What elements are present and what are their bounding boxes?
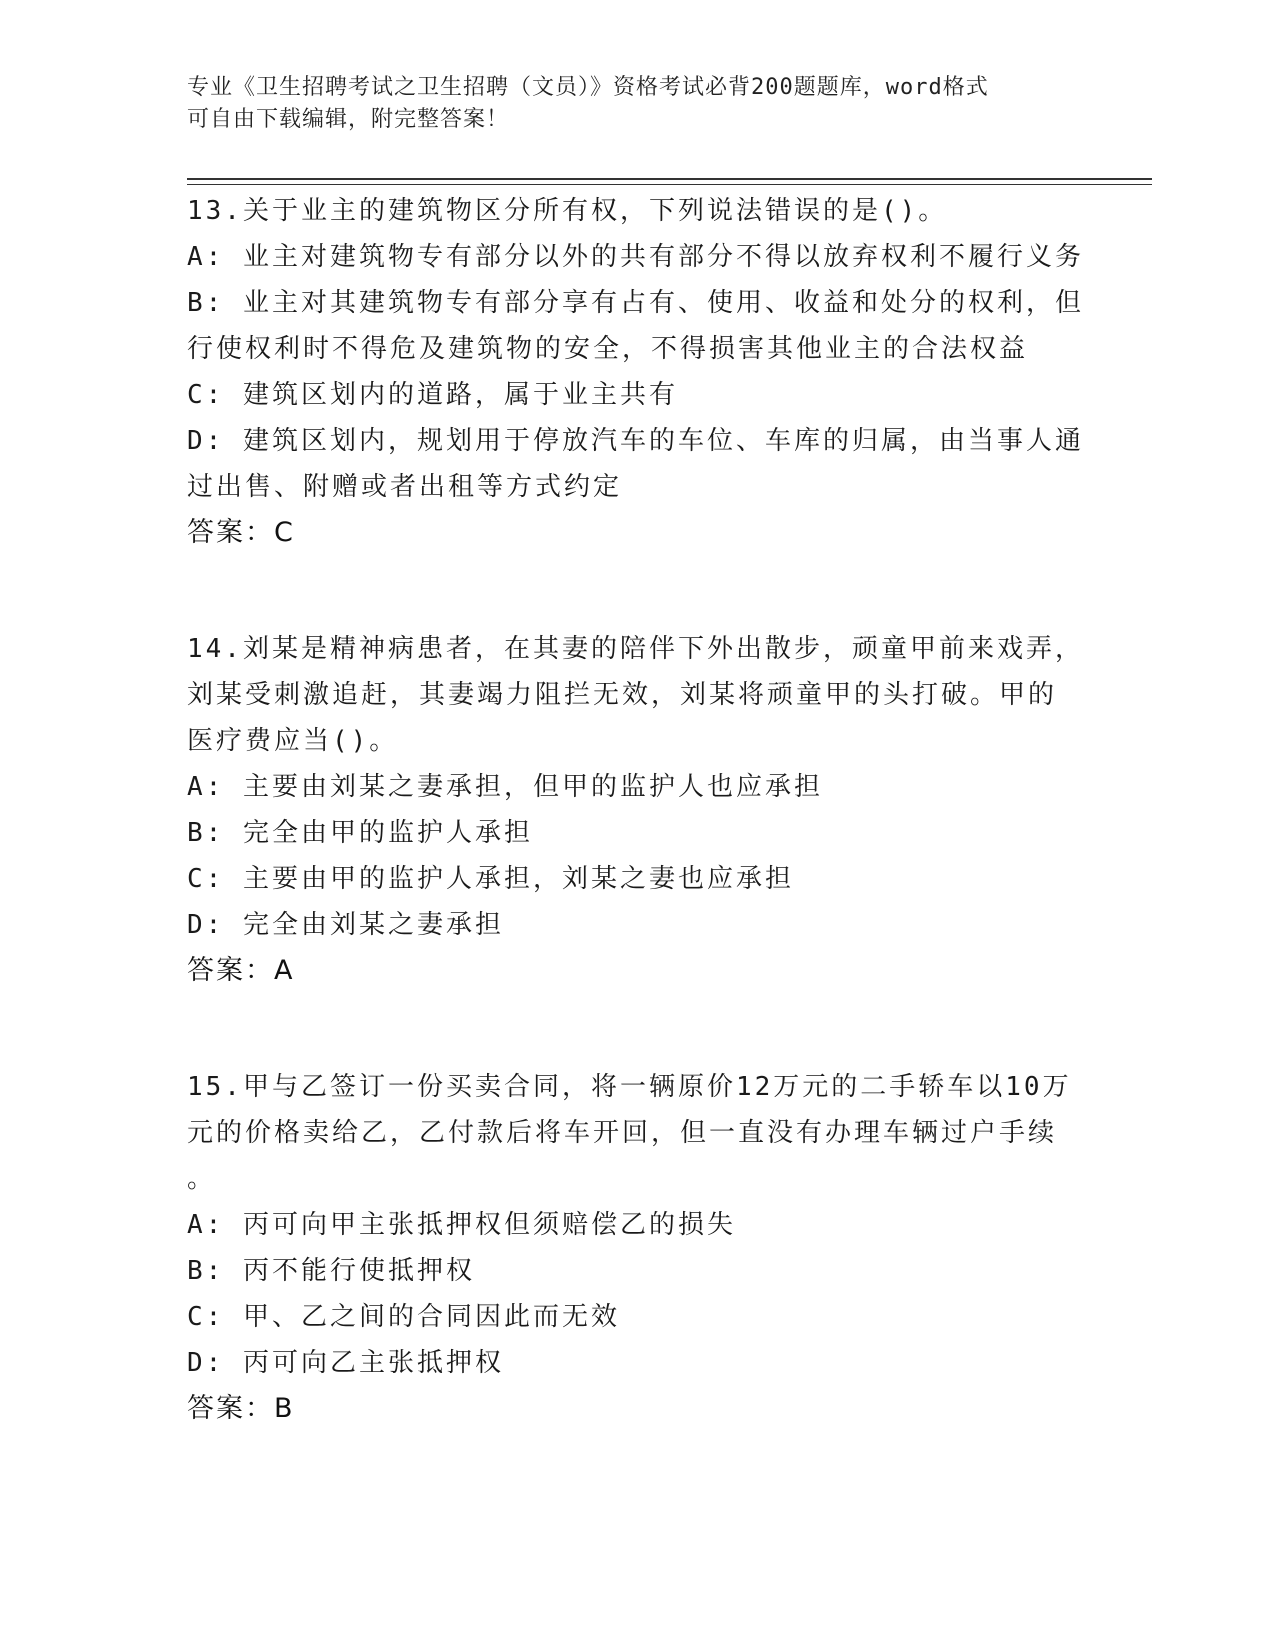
question-stem: 14.刘某是精神病患者，在其妻的陪伴下外出散步，顽童甲前来戏弄， — [187, 634, 1084, 664]
question-stem: 13.关于业主的建筑物区分所有权，下列说法错误的是()。 — [187, 196, 948, 226]
option-a: A: 丙可向甲主张抵押权但须赔偿乙的损失 — [187, 1210, 736, 1240]
option-b: B: 业主对其建筑物专有部分享有占有、使用、收益和处分的权利，但 — [187, 288, 1084, 318]
question-14 — [187, 626, 1087, 994]
question-15 — [187, 1064, 1087, 1432]
question-stem-continued: 医疗费应当()。 — [187, 726, 399, 756]
option-b: B: 丙不能行使抵押权 — [187, 1256, 475, 1286]
option-a: A: 业主对建筑物专有部分以外的共有部分不得以放弃权利不履行义务 — [187, 242, 1084, 272]
header-line-1: 专业《卫生招聘考试之卫生招聘（文员）》资格考试必背200题题库，word格式 — [187, 75, 989, 100]
header-line-2: 可自由下载编辑，附完整答案！ — [187, 107, 510, 132]
question-spacer — [187, 994, 1087, 1064]
header-divider-thin — [187, 184, 1152, 185]
option-c: C: 甲、乙之间的合同因此而无效 — [187, 1302, 620, 1332]
question-stem-continued: 。 — [187, 1164, 217, 1194]
option-d: D: 丙可向乙主张抵押权 — [187, 1348, 504, 1378]
option-d: D: 完全由刘某之妻承担 — [187, 910, 504, 940]
option-c: C: 主要由甲的监护人承担，刘某之妻也应承担 — [187, 864, 794, 894]
question-stem-continued: 元的价格卖给乙，乙付款后将车开回，但一直没有办理车辆过户手续 — [187, 1118, 1058, 1148]
question-list — [187, 188, 1087, 1432]
document-header — [187, 72, 1067, 136]
option-a: A: 主要由刘某之妻承担，但甲的监护人也应承担 — [187, 772, 823, 802]
header-divider-thick — [187, 178, 1152, 180]
answer-label: 答案：C — [187, 517, 295, 548]
option-b-continued: 行使权利时不得危及建筑物的安全，不得损害其他业主的合法权益 — [187, 334, 1029, 364]
option-d-continued: 过出售、附赠或者出租等方式约定 — [187, 472, 623, 502]
question-stem-continued: 刘某受刺激追赶，其妻竭力阻拦无效，刘某将顽童甲的头打破。甲的 — [187, 680, 1058, 710]
answer-label: 答案：A — [187, 955, 295, 986]
answer-label: 答案：B — [187, 1393, 295, 1424]
option-d: D: 建筑区划内，规划用于停放汽车的车位、车库的归属，由当事人通 — [187, 426, 1084, 456]
option-b: B: 完全由甲的监护人承担 — [187, 818, 533, 848]
question-13 — [187, 188, 1087, 556]
question-stem: 15.甲与乙签订一份买卖合同，将一辆原价12万元的二手轿车以10万 — [187, 1072, 1072, 1102]
option-c: C: 建筑区划内的道路，属于业主共有 — [187, 380, 678, 410]
question-spacer — [187, 556, 1087, 626]
